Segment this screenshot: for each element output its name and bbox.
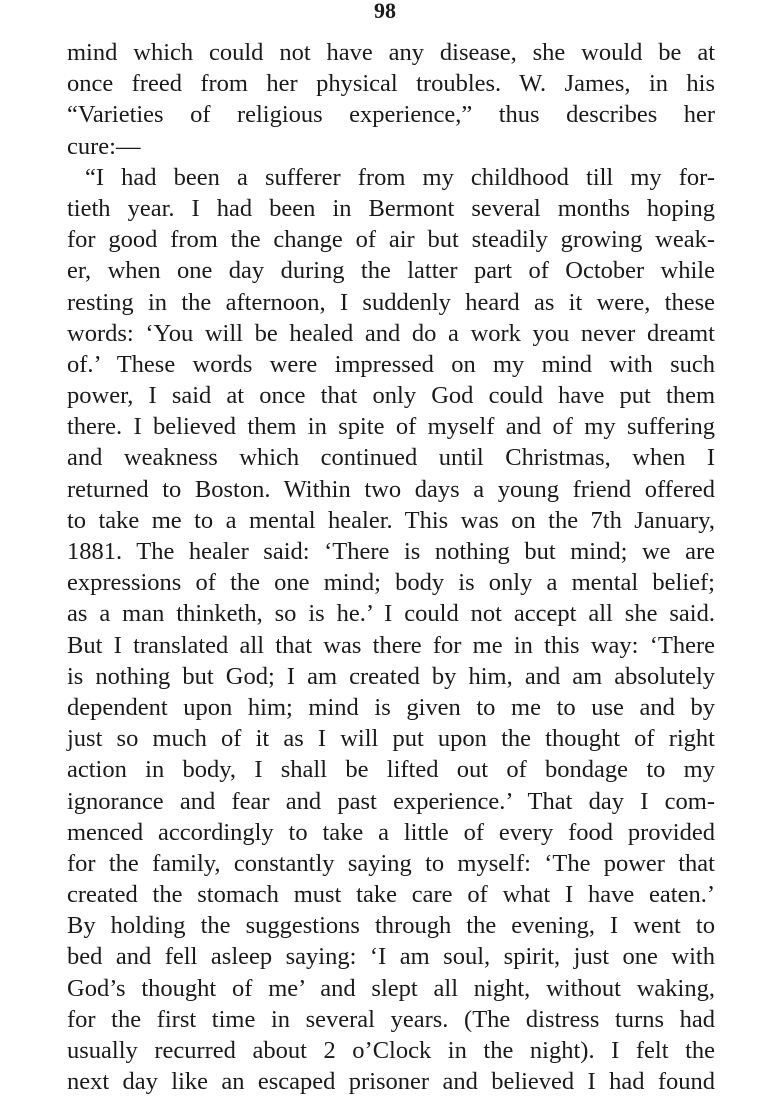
body-text — [67, 37, 715, 1097]
text-line: expressions of the one mind; body is only a mental belief; — [67, 569, 715, 597]
text-line: returned to Boston. Within two days a young friend offered — [67, 475, 715, 503]
text-line: er, when one day during the latter part of October while — [67, 257, 715, 285]
text-line: tieth year. I had been in Bermont several months hoping — [67, 194, 715, 222]
text-line: and weakness which continued until Christmas, when I — [67, 444, 715, 472]
text-line: words: ‘You will be healed and do a work you never dreamt — [67, 319, 715, 347]
text-line: cure:— — [67, 132, 141, 160]
text-line: is nothing but God; I am created by him, and am absolutely — [67, 662, 715, 690]
text-line: God’s thought of me’ and slept all night, without waking, — [67, 974, 715, 1002]
text-line: created the stomach must take care of what I have eaten.’ — [67, 881, 715, 909]
text-line: for the family, constantly saying to myself: ‘The power that — [67, 849, 715, 877]
text-line: there. I believed them in spite of myself and of my suffering — [67, 413, 715, 441]
text-line: “Varieties of religious experience,” thus describes her — [67, 101, 715, 129]
text-line: “I had been a sufferer from my childhood till my for- — [85, 163, 715, 191]
text-line: 1881. The healer said: ‘There is nothing but mind; we are — [67, 538, 715, 565]
text-line: next day like an escaped prisoner and believed I had found — [67, 1068, 715, 1096]
text-line: By holding the suggestions through the evening, I went to — [67, 912, 715, 940]
text-line: to take me to a mental healer. This was on the 7th January, — [67, 506, 715, 534]
text-line: of.’ These words were impressed on my mind with such — [67, 350, 715, 378]
text-line: But I translated all that was there for me in this way: ‘There — [67, 631, 715, 659]
text-line: as a man thinketh, so is he.’ I could not accept all she said. — [67, 600, 715, 628]
text-line: for the first time in several years. (The distress turns had — [67, 1005, 715, 1033]
page-number: 98 — [374, 0, 396, 23]
text-line: bed and fell asleep saying: ‘I am soul, spirit, just one with — [67, 943, 715, 971]
text-line: resting in the afternoon, I suddenly heard as it were, these — [67, 288, 715, 316]
text-line: power, I said at once that only God could have put them — [67, 382, 715, 410]
text-line: for good from the change of air but steadily growing weak- — [67, 226, 715, 254]
text-line: usually recurred about 2 o’Clock in the night). I felt the — [67, 1037, 715, 1064]
text-line: action in body, I shall be lifted out of bondage to my — [67, 756, 715, 784]
text-line: ignorance and fear and past experience.’ That day I com- — [67, 787, 715, 815]
text-line: mind which could not have any disease, she would be at — [67, 39, 715, 66]
text-line: just so much of it as I will put upon the thought of right — [67, 725, 715, 753]
text-line: once freed from her physical troubles. W. James, in his — [67, 70, 715, 98]
text-line: dependent upon him; mind is given to me to use and by — [67, 693, 715, 721]
text-line: menced accordingly to take a little of every food provided — [67, 818, 715, 846]
